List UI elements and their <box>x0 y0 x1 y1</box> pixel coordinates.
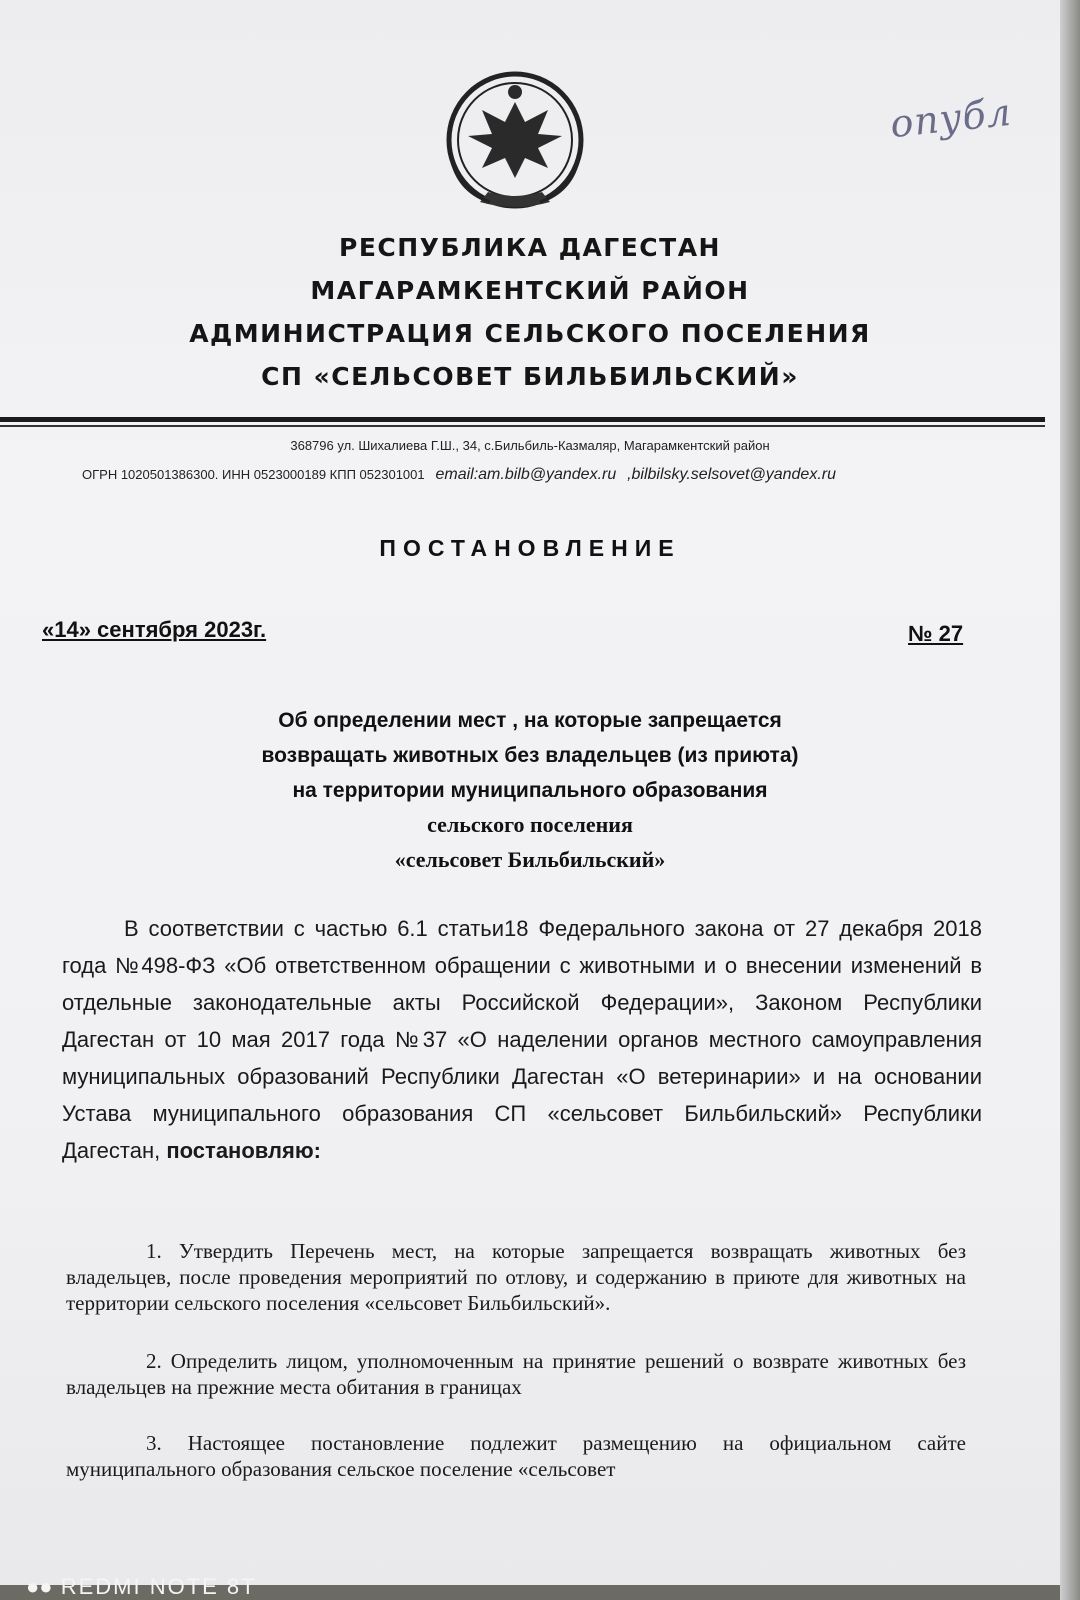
header-line-administration: АДМИНИСТРАЦИЯ СЕЛЬСКОГО ПОСЕЛЕНИЯ <box>189 319 871 348</box>
list-item: 2. Определить лицом, уполномоченным на принятие решений о возврате животных без владельцев на прежние места обитания в границах <box>66 1349 966 1399</box>
registry-line <box>82 466 836 484</box>
camera-watermark: ●● REDMI NOTE 8T <box>26 1574 257 1599</box>
document-title <box>0 703 1060 808</box>
email-primary: email:am.bilb@yandex.ru <box>435 466 617 483</box>
title-line: на территории муниципального образования <box>292 779 768 802</box>
coat-of-arms-emblem <box>430 62 600 222</box>
header-divider-thick <box>0 417 1045 422</box>
preamble-paragraph <box>62 910 982 1169</box>
paper-edge <box>1060 0 1080 1600</box>
issuer-header <box>0 226 1060 398</box>
resolve-word: постановляю: <box>166 1138 321 1163</box>
list-item: 1. Утвердить Перечень мест, на которые запрещается возвращать животных без владельцев, после проведения мероприятий по отлову, и содержанию в приюте для животных на территории сельского поселения «сельсовет Бильбильский». <box>66 1239 966 1315</box>
document-number: № 27 <box>908 621 964 646</box>
email-secondary: ,bilbilsky.selsovet@yandex.ru <box>627 466 836 483</box>
title-line: Об определении мест , на которые запрещается <box>278 709 782 732</box>
title-line: «сельсовет Бильбильский» <box>394 847 666 872</box>
registry-numbers: ОГРН 1020501386300. ИНН 0523000189 КПП 052301001 <box>82 467 425 482</box>
preamble-text: В соответствии с частью 6.1 статьи18 Федерального закона от 27 декабря 2018 года №498-ФЗ «Об ответственном обращении с животными и о внесении изменений в отдельные законодательные акты Российской Федерации», Законом Республики Дагестан от 10 мая 2017 года №37 «О наделении органов местного самоуправления муниципальных образований Республики Дагестан «О ветеринарии» и на основании Устава муниципального образования СП «сельсовет Бильбильский» Республики Дагестан, <box>62 916 982 1163</box>
camera-lens-icon: ●● <box>26 1574 53 1599</box>
header-divider-thin <box>0 425 1045 427</box>
header-line-republic: РЕСПУБЛИКА ДАГЕСТАН <box>339 233 721 262</box>
title-line: сельского поселения <box>427 812 633 837</box>
address-line: 368796 ул. Шихалиева Г.Ш., 34, с.Бильбиль-Казмаляр, Магарамкентский район <box>290 438 770 453</box>
header-line-council: СП «СЕЛЬСОВЕТ БИЛЬБИЛЬСКИЙ» <box>261 362 799 391</box>
document-title-serif <box>0 807 1060 877</box>
handwritten-annotation: опубл <box>888 89 1014 147</box>
header-line-district: МАГАРАМКЕНТСКИЙ РАЙОН <box>310 276 750 305</box>
document-type: ПОСТАНОВЛЕНИЕ <box>379 535 681 561</box>
document-date: «14» сентября 2023г. <box>42 617 267 642</box>
title-line: возвращать животных без владельцев (из приюта) <box>261 744 799 767</box>
list-item: 3. Настоящее постановление подлежит размещению на официальном сайте муниципального образования сельское поселение «сельсовет <box>66 1431 966 1481</box>
